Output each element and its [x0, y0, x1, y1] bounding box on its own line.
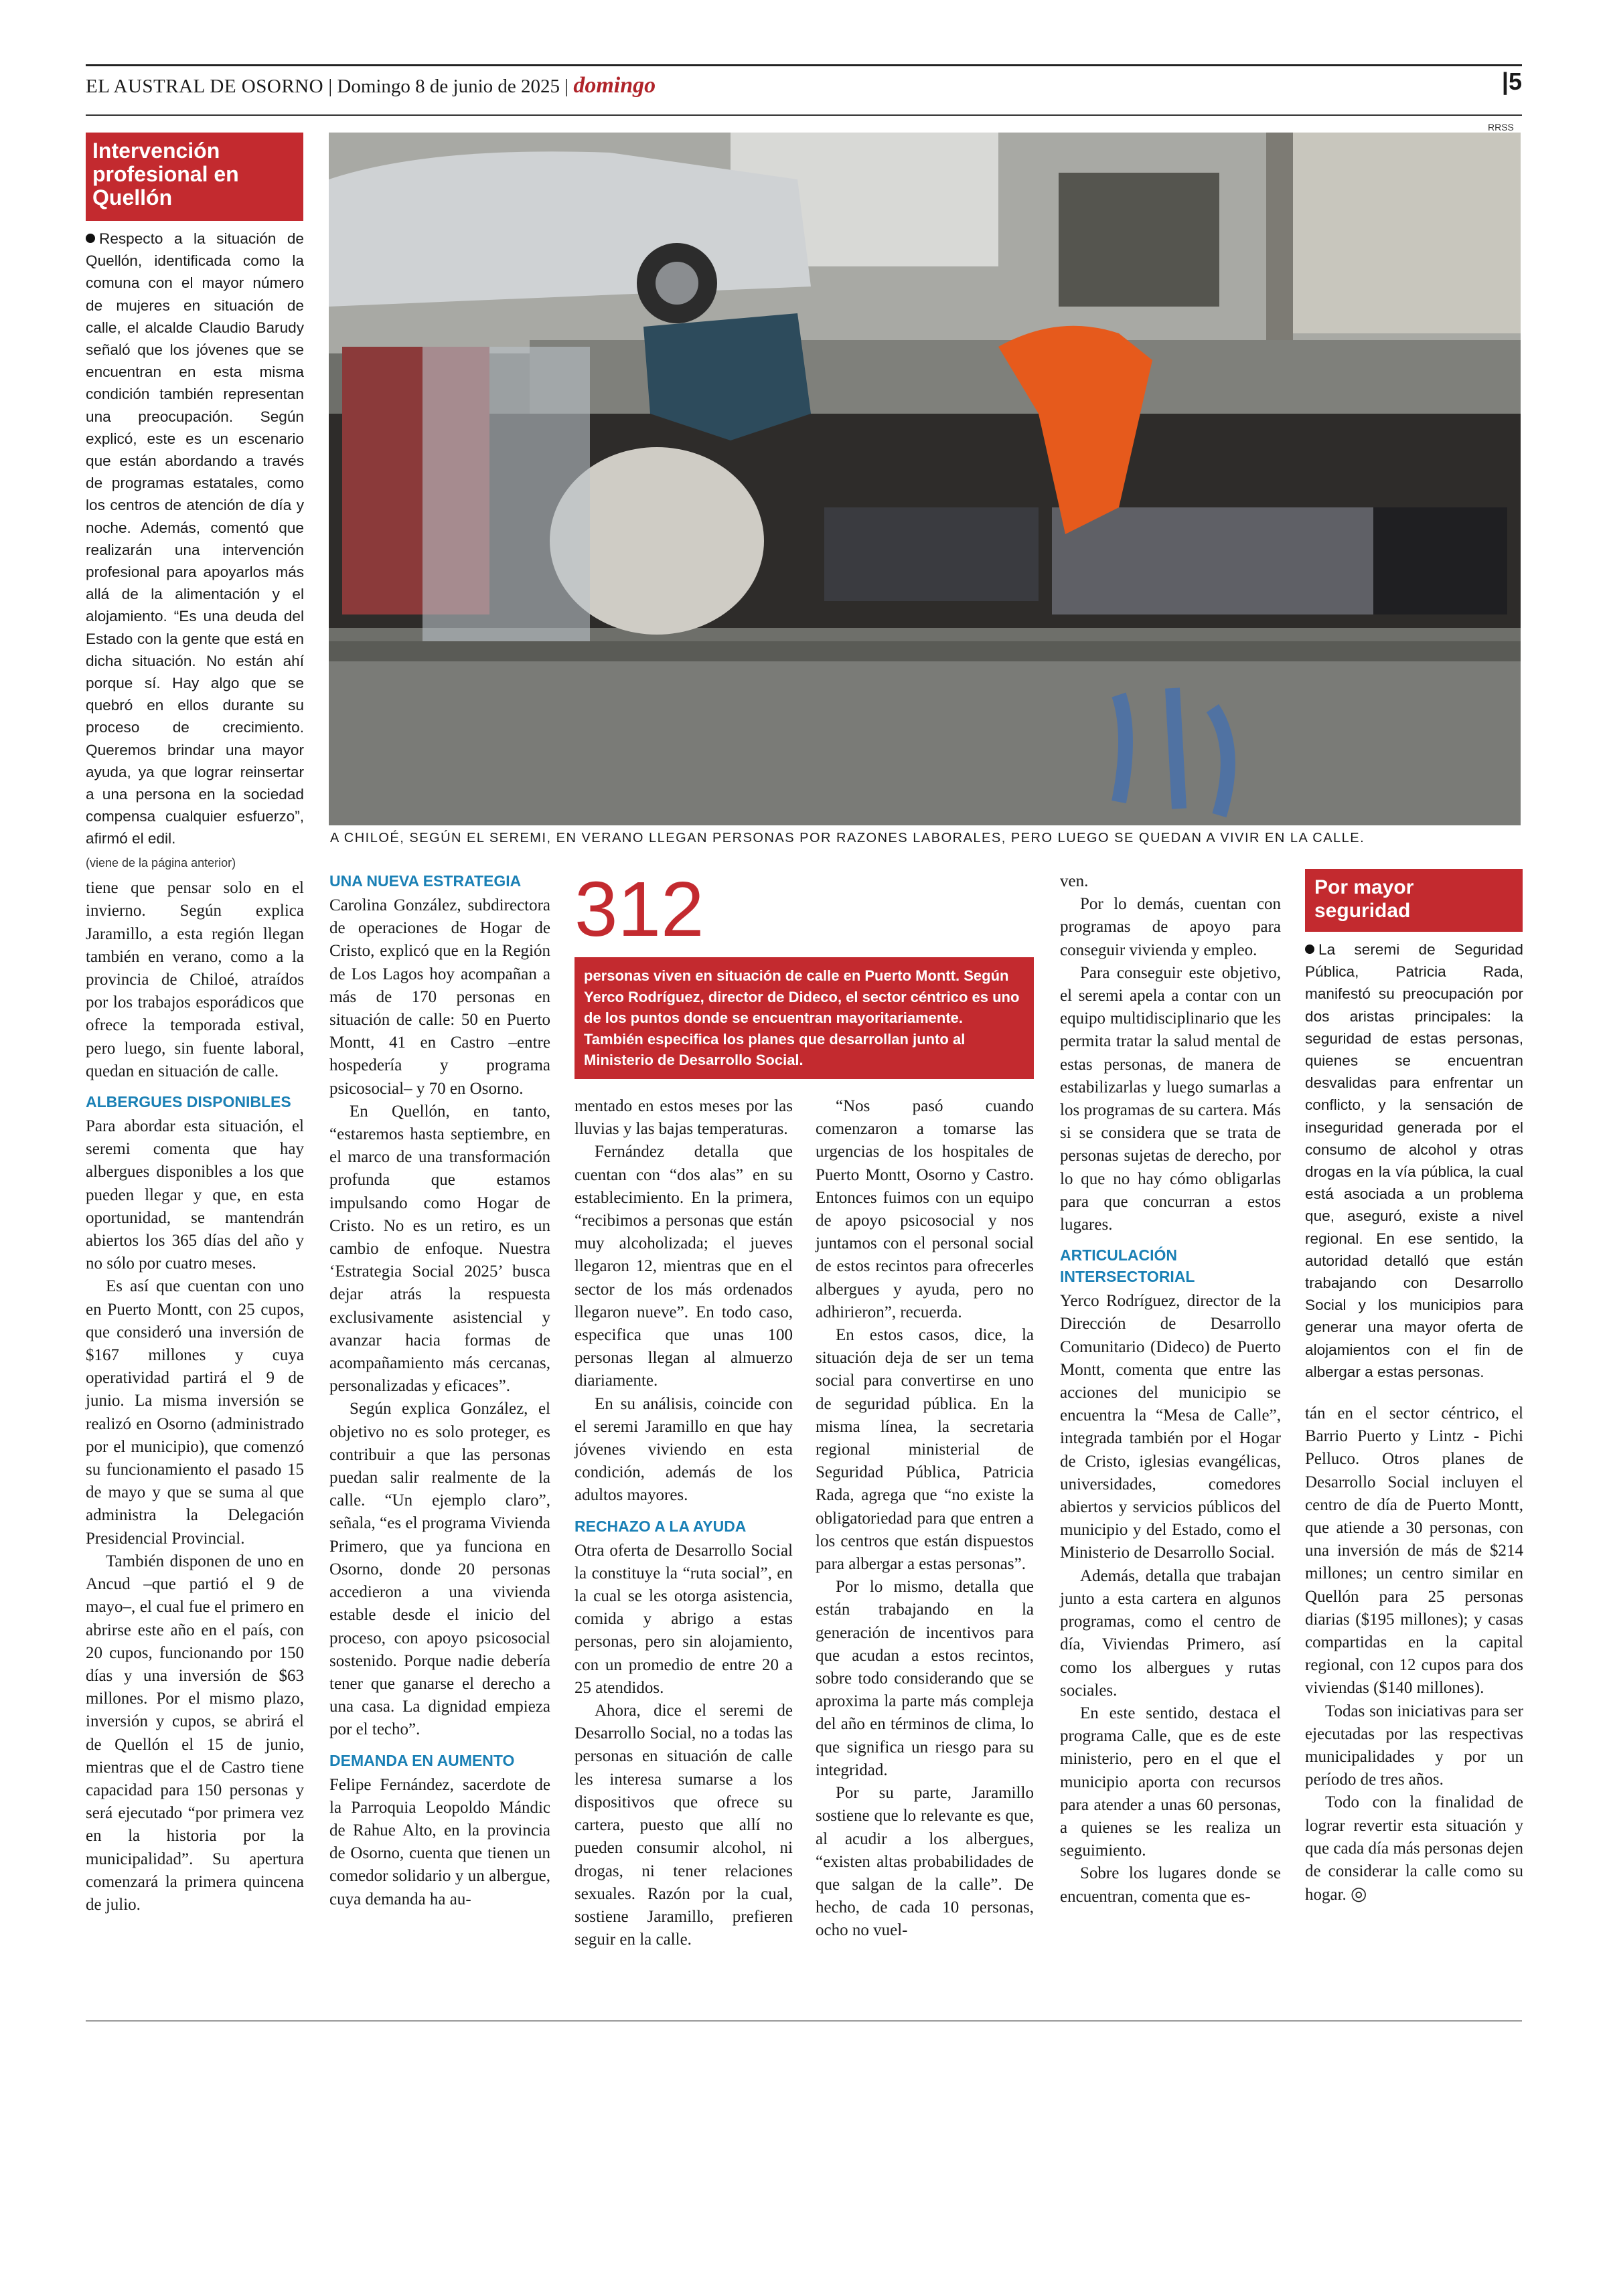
paragraph: ven. [1060, 872, 1089, 890]
paragraph: Sobre los lugares donde se encuentran, comenta que es- [1060, 1864, 1281, 1906]
paragraph: Felipe Fernández, sacerdote de la Parroquia Leopoldo Mándic de Rahue Alto, en la provincia de Osorno, cuenta que tienen un comedor solidario y un albergue, cuya demanda ha au- [329, 1775, 550, 1908]
article-column-4 [816, 1095, 1034, 1943]
security-box-body: La seremi de Seguridad Pública, Patricia Rada, manifestó su preocupación por dos aristas principales: la seguridad de estas personas, quienes se encuentran desvalidas para enfrentar un conflicto, y la sensación de inseguridad generada por el consumo de alcohol y otras drogas en la vía pública, la cual está asociada a un problema que, aseguró, existe a nivel regional. En ese sentido, la autoridad detalló que están trabajando con Desarrollo Social y los municipios para generar una mayor oferta de alojamientos con el fin de albergar a estas personas. [1305, 941, 1523, 1380]
highlight-box: personas viven en situación de calle en Puerto Montt. Según Yerco Rodríguez, director de Dideco, el sector céntrico es uno de los puntos donde se encuentran mayoritariamente. También especifica los planes que desarrollan junto al Ministerio de Desarrollo Social. [575, 957, 1034, 1079]
article-column-3 [575, 1095, 793, 1951]
header-sep: | [564, 76, 574, 97]
header-line [86, 73, 656, 98]
publication-name: EL AUSTRAL DE OSORNO [86, 76, 324, 97]
paragraph: Por lo mismo, detalla que están trabajando en la generación de incentivos para que acudan a estos recintos, sobre todo considerando que se aproxima la parte más compleja del año en términos de clima, lo que significa un riesgo para su integridad. [816, 1578, 1034, 1779]
paragraph: En Quellón, en tanto, “estaremos hasta septiembre, en el marco de una transformación profunda que estamos impulsando como Hogar de Cristo. No es un retiro, es un cambio de enfoque. Nuestra ‘Estrategia Social 2025’ busca dejar atrás la respuesta exclusivamente asistencial y avanzar hacia formas de acompañamiento más cercanas, personalizadas y eficaces”. [329, 1102, 550, 1396]
bullet-icon [86, 234, 95, 243]
highlight-number: 312 [575, 866, 704, 953]
paragraph: Yerco Rodríguez, director de la Dirección de Desarrollo Comunitario (Dideco) de Puerto Montt, comenta que entre las acciones del municipio se encuentra la “Mesa de Calle”, integrada también por el Hogar de Cristo, iglesias evangélicas, universidades, comedores abiertos y servicios públicos del municipio y del Estado, como el Ministerio de Desarrollo Social. [1060, 1292, 1281, 1562]
article-column-1 [86, 851, 304, 1916]
subheading: RECHAZO A LA AYUDA [575, 1517, 747, 1535]
sidebar-body: Respecto a la situación de Quellón, identificada como la comuna con el mayor número de mujeres en situación de calle, el alcalde Claudio Barudy señaló que los jóvenes que se encuentran en esta misma condición también representan una preocupación. Según explicó, este es un escenario que están abordando a través de programas estatales, como los centros de atención de día y noche. Además, comentó que realizarán una intervención profesional para apoyarlos más allá de la alimentación y el alojamiento. “Es una deuda del Estado con la gente que está en dicha situación. No están ahí porque sí. Hay algo que se quebró en ellos durante su proceso de crecimiento. Queremos brindar una mayor ayuda, ya que lograr reinsertar a una persona en la sociedad compensa cualquier esfuerzo”, afirmó el edil. [86, 230, 304, 847]
paragraph: Ahora, dice el seremi de Desarrollo Social, no a todas las personas en situación de calle les interesa sumarse a los dispositivos que ofrece su cartera, puesto que allí no pueden consumir alcohol, ni drogas, ni tener relaciones sexuales. Razón por la cual, sostiene Jaramillo, prefieren seguir en la calle. [575, 1702, 793, 1949]
paragraph: En su análisis, coincide con el seremi Jaramillo en que hay jóvenes viviendo en esta condición, además de los adultos mayores. [575, 1394, 793, 1505]
section-name: domingo [573, 73, 656, 98]
paragraph: En este sentido, destaca el programa Calle, que es de este ministerio, pero en el que el municipio aporta con recursos para atender a unas 60 personas, a quienes se les realiza un seguimiento. [1060, 1704, 1281, 1860]
paragraph: tiene que pensar solo en el invierno. Según explica Jaramillo, a esta región llegan también en verano, como a la provincia de Chiloé, atraídos por los trabajos esporádicos que ofrece la temporada estival, pero luego, sin fuente laboral, quedan en situación de calle. [86, 879, 304, 1080]
article-column-6 [1305, 1402, 1523, 1906]
paragraph: tán en el sector céntrico, el Barrio Puerto y Lintz - Pichi Pelluco. Otros planes de Desarrollo Social incluyen el centro de día de Puerto Montt, que atiende a 30 personas, con una inversión de más de $214 millones; un centro similar en Quellón para 25 personas diarias ($195 millones); y casas compartidas en la capital regional, con 12 cupos para dos viviendas ($140 millones). [1305, 1404, 1523, 1698]
paragraph: mentado en estos meses por las lluvias y las bajas temperaturas. [575, 1097, 793, 1139]
end-mark-icon: ◎ [1351, 1884, 1367, 1905]
subheading: ARTICULACIÓN INTERSECTORIAL [1060, 1246, 1195, 1286]
paragraph: También disponen de uno en Ancud –que partió el 9 de mayo–, el cual fue el primero en abrirse este año en el país, con 20 cupos, funcionando por 150 días y una inversión de $63 millones. Por el mismo plazo, inversión y cupos, se abrirá el de Quellón el 15 de junio, mientras que el de Castro tiene capacidad para 150 personas y será ejecutado “por primera vez en la historia por la municipalidad”. Su apertura comenzará la primera quincena de julio. [86, 1552, 304, 1914]
page-header [86, 64, 1522, 116]
paragraph: Además, detalla que trabajan junto a esta cartera en algunos programas, como el centro de día, Viviendas Primero, así como los albergues y rutas sociales. [1060, 1566, 1281, 1700]
paragraph: Es así que cuentan con uno en Puerto Montt, con 25 cupos, que consideró una inversión de $167 millones y cuya operatividad partirá el 9 de junio. La misma inversión se realizó en Osorno (administrado por el municipio), que comenzó su funcionamiento el pasado 15 de mayo y que se suma al que administra la Delegación Presidencial Provincial. [86, 1277, 304, 1548]
paragraph: Carolina González, subdirectora de operaciones de Hogar de Cristo, explicó que en la Región de Los Lagos hoy acompañan a más de 170 personas en situación de calle: 50 en Puerto Montt, 41 en Castro –entre hospedería y programa psicosocial– y 70 en Osorno. [329, 896, 550, 1098]
paragraph: Según explica González, el objetivo no es solo proteger, es contribuir a que las personas puedan salir realmente de la calle. “Un ejemplo claro”, señala, “es el programa Vivienda Primero, que ya funciona en Osorno, donde 20 personas accedieron a una vivienda estable desde el inicio del proceso, con apoyo psicosocial sostenido. Porque nadie debería tener que ganarse el derecho a una casa. La dignidad empieza por el techo”. [329, 1400, 550, 1739]
footer-rule [86, 2020, 1522, 2022]
paragraph: Otra oferta de Desarrollo Social la constituye la “ruta social”, en la cual se les otorga asistencia, comida y abrigo a estas personas, pero sin alojamiento, con un promedio de entre 20 a 25 atendidos. [575, 1541, 793, 1697]
subheading: DEMANDA EN AUMENTO [329, 1751, 515, 1769]
article-column-5 [1060, 870, 1281, 1908]
photo-credit: RRSS [1488, 122, 1514, 133]
article-column-2 [329, 870, 550, 1911]
paragraph: Fernández detalla que cuentan con “dos alas” en su establecimiento. En la primera, “recibimos a personas que están muy alcoholizada; el jueves llegaron 12, mientras que en el sector de los más ordenados llegaron nueve”. En todo caso, especifica que unas 100 personas llegan al almuerzo diariamente. [575, 1143, 793, 1390]
subheading: ALBERGUES DISPONIBLES [86, 1093, 291, 1111]
subheading: UNA NUEVA ESTRATEGIA [329, 872, 522, 890]
continued-label: (viene de la página anterior) [86, 856, 236, 870]
paragraph: Para abordar esta situación, el seremi comenta que hay albergues disponibles a los que pueden llegar y que, en esta oportunidad, se mantendrán abiertos los 365 días del año y no sólo por cuatro meses. [86, 1117, 304, 1273]
sidebar-title: Intervención profesional en Quellón [86, 133, 303, 221]
bullet-icon [1305, 945, 1314, 954]
paragraph: Todas son iniciativas para ser ejecutadas por las respectivas municipalidades y por un período de tres años. [1305, 1702, 1523, 1789]
photo-caption: A CHILOÉ, SEGÚN EL SEREMI, EN VERANO LLEGAN PERSONAS POR RAZONES LABORALES, PERO LUEGO SE QUEDAN A VIVIR EN LA CALLE. [330, 831, 1365, 845]
paragraph: Por su parte, Jaramillo sostiene que lo relevante es que, al acudir a los albergues, “existen altas probabilidades de que salgan de la calle”. De hecho, de cada 10 personas, ocho no vuel- [816, 1784, 1034, 1940]
paragraph: Por lo demás, cuentan con programas de apoyo para conseguir vivienda y empleo. [1060, 895, 1281, 959]
header-sep: | [328, 76, 337, 97]
paragraph: Para conseguir este objetivo, el seremi apela a contar con un equipo multidisciplinario que les permita tratar la salud mental de estas personas, de manera de estabilizarlas y luego sumarlas a los programas de su cartera. Más si se considera que se trata de personas sujetas de derecho, por lo que no hay cómo obligarlas para que concurran a estos lugares. [1060, 963, 1281, 1234]
news-photo [329, 133, 1521, 825]
issue-date: Domingo 8 de junio de 2025 [337, 76, 560, 97]
paragraph: Todo con la finalidad de lograr revertir esta situación y que cada día más personas dejen de considerar la calle como su hogar. ◎ [1305, 1793, 1523, 1905]
paragraph: En estos casos, dice, la situación deja de ser un tema social para convertirse en uno de seguridad pública. En la misma línea, la secretaria regional ministerial de Seguridad Pública, Patricia Rada, agrega que “no existe la obligatoriedad para que entren a los centros que están dispuestos para albergar a estas personas”. [816, 1326, 1034, 1574]
security-box-title: Por mayor seguridad [1305, 869, 1523, 932]
paragraph: “Nos pasó cuando comenzaron a tomarse las urgencias de los hospitales de Puerto Montt, Osorno y Castro. Entonces fuimos con un equipo de apoyo psicosocial y nos juntamos con el personal social de estos recintos para ofrecerles albergues y ayuda, pero no adhirieron”, recuerda. [816, 1097, 1034, 1321]
photo-illustration [329, 133, 1521, 825]
page-number: |5 [1501, 68, 1522, 95]
